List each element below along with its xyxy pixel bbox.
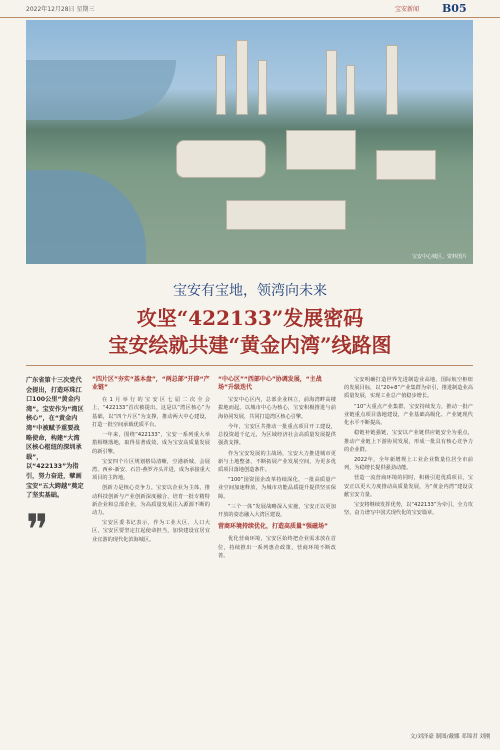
column-paragraph: “10”大重点产业集群，宝安持续发力，推动一批产业链重点项目落地建设，产业基础高级化、产业链现代化水平不断提高。 [344,403,473,427]
photo-building [286,130,356,170]
article-column-2 [218,376,336,562]
column-paragraph: 优化营商环境，宝安区始终把企业需求放在首位，持续推出一系列惠企政策，营商环境不断改善。 [218,536,336,559]
column-paragraph: 宝安将继续发挥优势，以“422133”为牵引，全力攻坚，奋力谱写中国式现代化的宝安篇章。 [344,502,473,517]
column-paragraph: 营造一流营商环境的同时，积极引进优质项目，宝安正以更大力度推动高质量发展，为“黄金内湾”建设贡献宝安力量。 [344,475,473,498]
issue-date: 2022年12月28日 星期三 [26,6,95,13]
photo-building [386,45,398,115]
lead-column [26,376,84,554]
lead-paragraph: 广东省第十三次党代会提出，打造环珠江口100公里“黄金内湾”。宝安作为“湾区核心”，在“黄金内湾”中被赋予重要战略使命，构建“大湾区核心枢纽的深圳承载”，以“422133”为指引，努力奋进，擘画宝安“五大跨越”奠定了坚实基础。 [26,377,84,500]
column-paragraph: 今年，宝安区共推动一批重点项目开工建设，总投资超千亿元，为区域经济社会高质量发展提供强劲支撑。 [218,423,336,447]
photo-building [326,50,337,115]
column-paragraph: 一年来，围绕“422133”，宝安一系列重大举措相继落地，取得显著成效，成为宝安高质量发展的新引擎。 [92,432,210,455]
headline-line-2: 宝安绘就共建“黄金内湾”线路图 [108,333,392,357]
photo-building [176,140,266,178]
column-paragraph: 作为宝安发展的主战场，宝安大力推进城市更新与土地整备，不断拓展产业发展空间，为更多优质项目落地创造条件。 [218,450,336,473]
column-paragraph: 稳链补链强链，宝安以产业链供应链安全为重点，推动产业链上下游协同发展，形成一批具有核心竞争力的企业群。 [344,430,473,453]
article-column-1 [92,376,210,546]
column-heading: “中心区”“西部中心”协调发展，“主战场”升级迭代 [218,376,322,392]
page-number: B05 [442,2,467,15]
column-paragraph: 宝安中心区内，总部企业林立，前海湾畔高楼拔地而起。以城市中心为核心，宝安积极推进与前海协同发展，共同打造湾区核心引擎。 [218,397,336,420]
column-paragraph: “100”国资国企改革持续深化，一批高质量产业空间加速释放，为城市功能品质提升提供坚实保障。 [218,477,336,500]
column-paragraph: 创新力是核心竞争力。宝安以企业为主体，推动科技创新与产业创新深度融合，培育一批专精特新企业和总部企业，为高质量发展注入源源不断的动力。 [92,485,210,517]
photo-building [376,150,436,180]
section-divider [26,365,473,366]
section-name: 宝安新闻 [395,6,420,13]
column-paragraph: 在1月举行的宝安区七届二次全会上，“422133”首次被提出。这是以“湾区核心”为基础，以“四个片区”为支撑，推动两大中心建设，打造一批空间承载优质平台。 [92,397,210,428]
quote-mark-icon: ❞ [26,504,49,554]
article-column-3 [344,376,473,520]
aerial-city-photo [26,20,473,264]
photo-building [258,60,267,115]
photo-building [216,55,226,115]
column-heading: “四片区”夯实“基本盘”，“两总部”开辟“产业链” [92,376,210,392]
headline-kicker: 宝安有宝地，领湾向未来 [173,283,327,299]
column-paragraph: 宝安区委书记表示，作为工业大区、人口大区，宝安区要坚定扛起使命担当，加快建设宜居宜业宜游的现代化滨海城区。 [92,520,210,543]
column-subheading: 营商环境持续优化，打造高质量“强磁场” [218,523,328,531]
column-paragraph: 宝安四个片区规划格局清晰，空港新城、会展湾、西乡-新安、石岩-燕罗齐头并进，成为承接重大项目的主阵地。 [92,458,210,482]
column-paragraph: 2022年，全年新增规上工业企业数量位居全市前列，为稳增长提供强劲动能。 [344,456,473,472]
photo-building [346,65,355,115]
photo-building [226,200,346,230]
main-headline [0,305,500,359]
headline-line-1: 攻坚“422133”发展密码 [136,306,364,330]
column-paragraph: 宝安明确打造世界先进制造业高地、国际航空枢纽的发展目标，以“20+8”产业集群为牵引，推进制造业高质量发展，实现工业总产值稳步增长。 [344,377,473,400]
byline: 文/刘泽豪 制图/戴娜 邓锦君 刘刚 [410,734,491,740]
page-header [0,0,500,18]
photo-water [26,60,176,120]
column-paragraph: “三个一体”发展战略深入实施，宝安正以更加开放的姿态融入大湾区建设。 [218,503,336,519]
photo-caption: 宝安中心城区。资料图片 [411,254,467,260]
photo-bay [26,170,146,264]
photo-building [236,40,248,115]
